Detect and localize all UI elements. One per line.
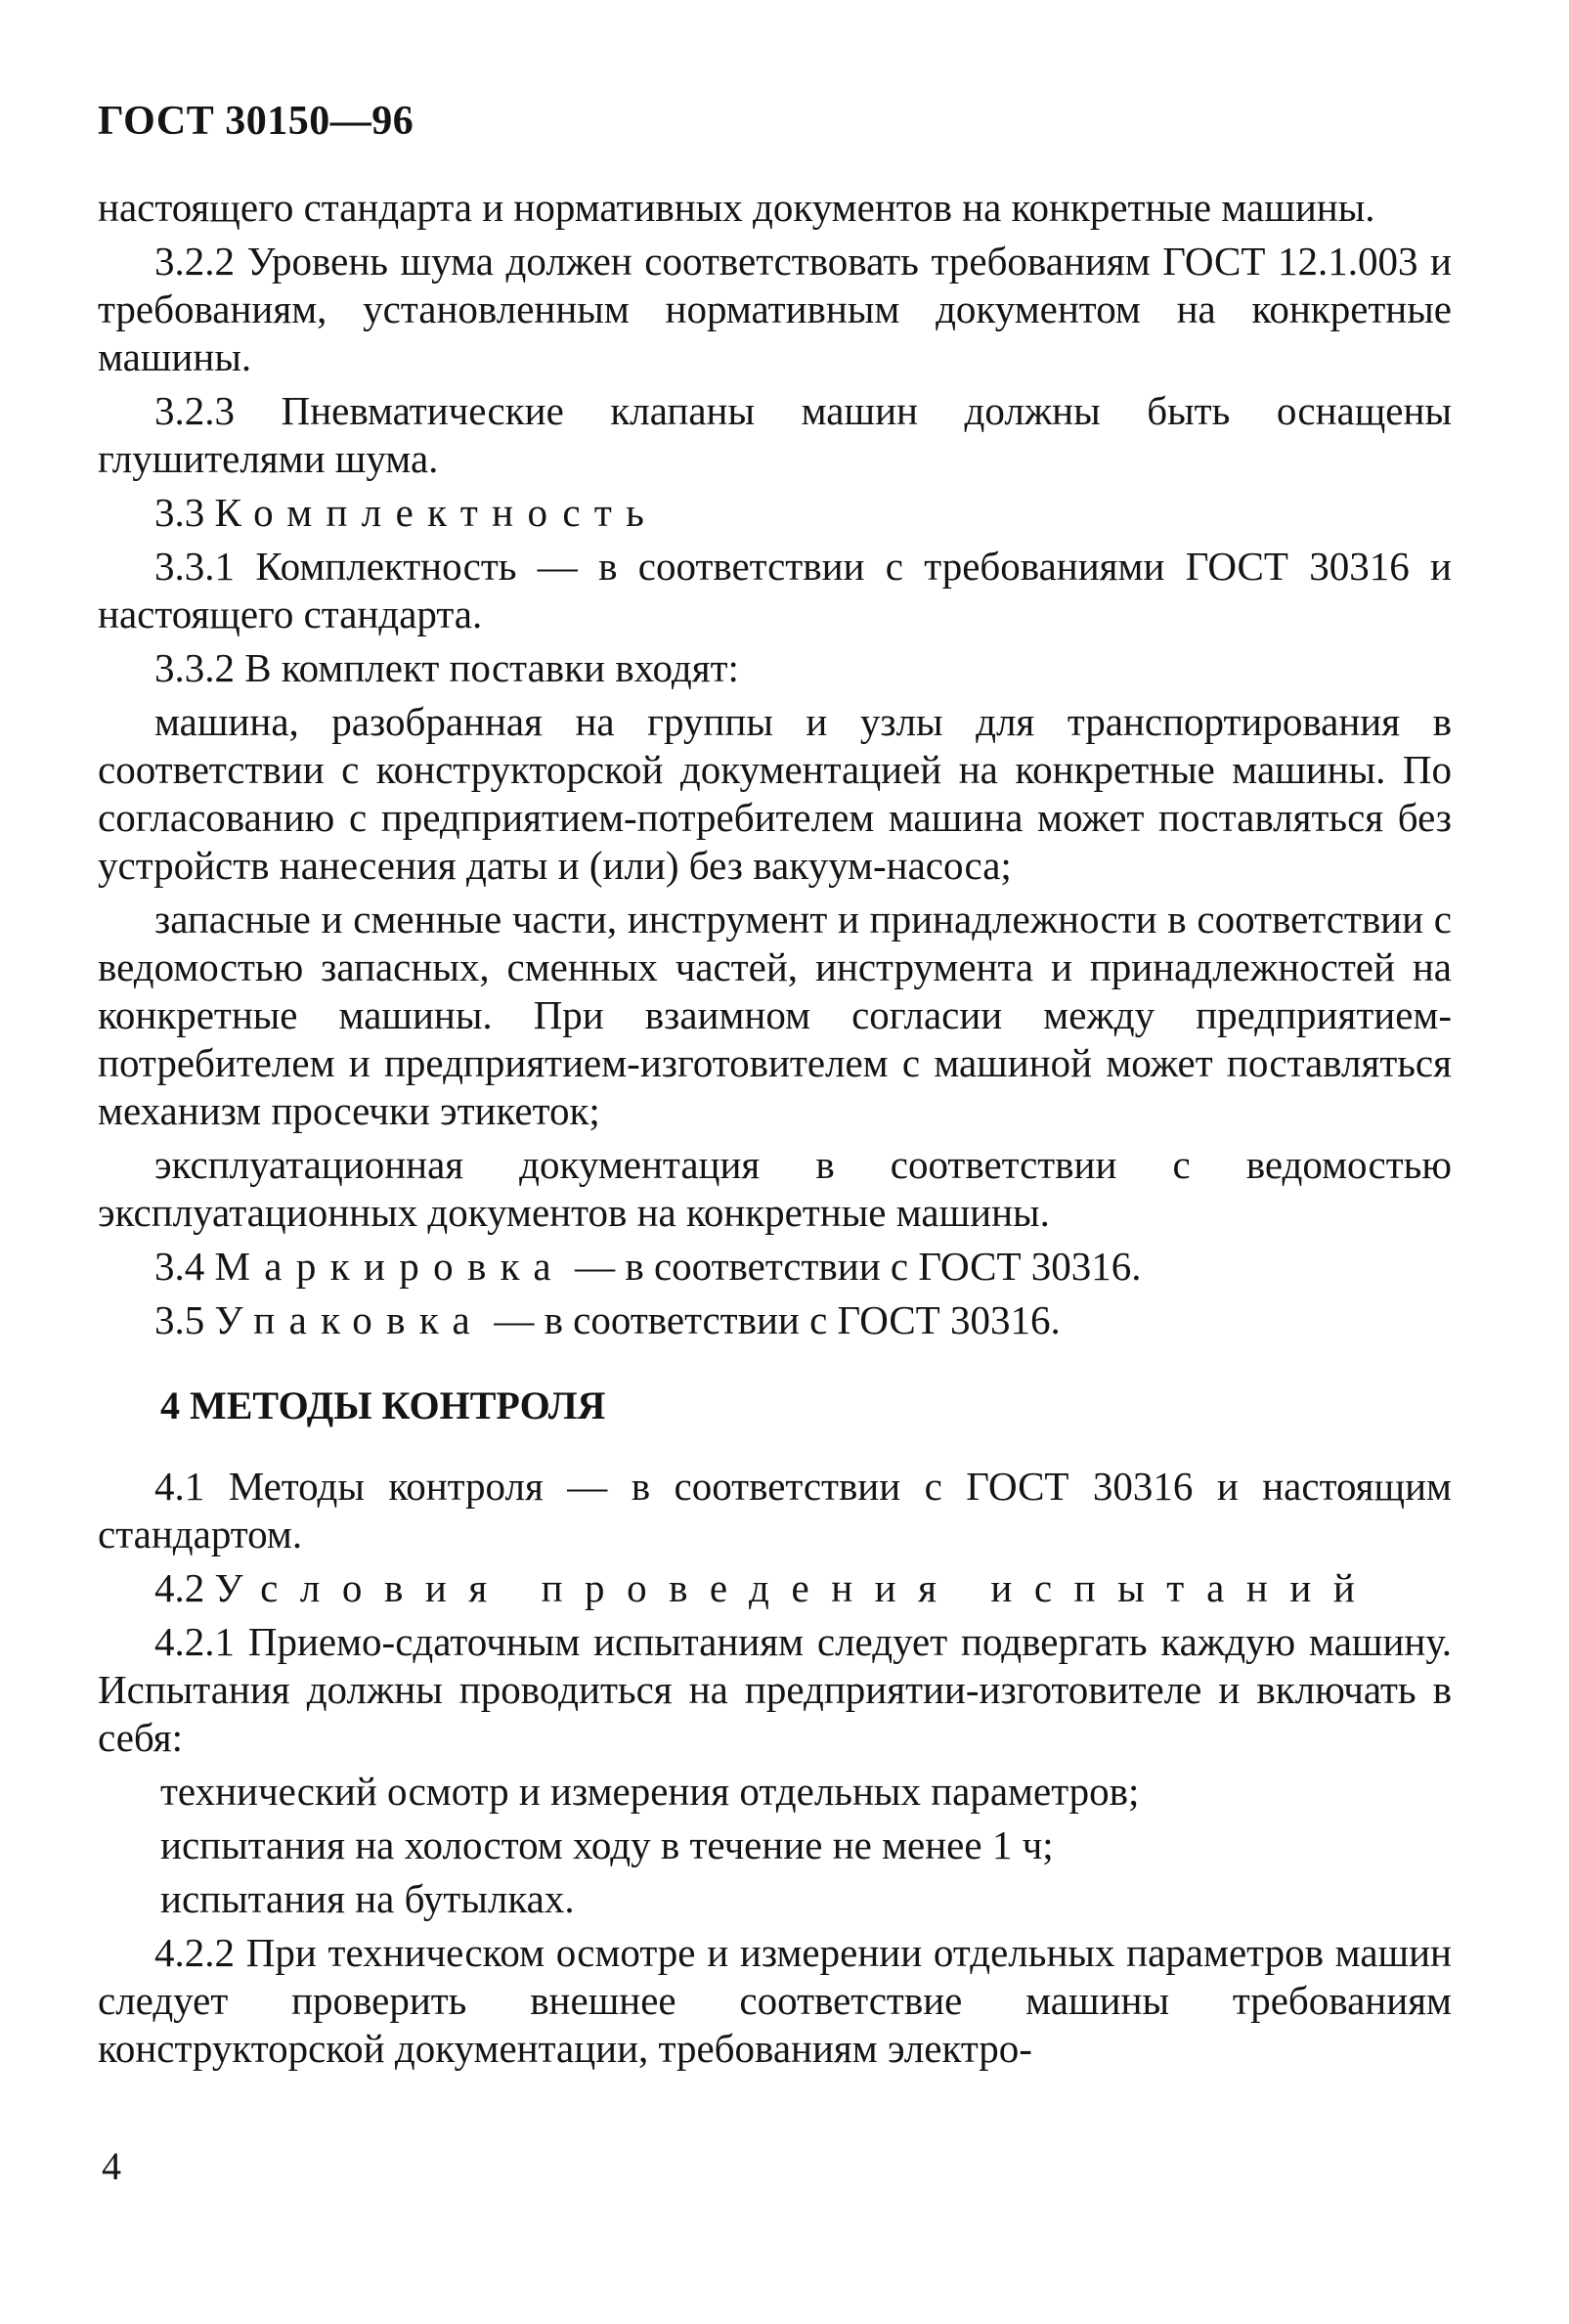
subsection-number: 3.4: [154, 1244, 215, 1289]
subsection-3-3-heading: [98, 489, 1452, 537]
paragraph-4-2-1: 4.2.1 Приемо-сдаточным испытаниям следует подвергать каждую машину. Испытания должны проводиться на предприятии-изготовителе и включать в себя:: [98, 1619, 1452, 1760]
subsection-title: Маркировка: [214, 1244, 565, 1289]
subsection-number: 3.3: [154, 490, 215, 535]
paragraph-continuation: настоящего стандарта и нормативных документов на конкретные машины.: [98, 185, 1375, 230]
subsection-title: Комплектность: [214, 490, 659, 535]
delivery-item-spare-parts: запасные и сменные части, инструмент и принадлежности в соответствии с ведомостью запасных, сменных частей, инструмента и принадлежностей на конкретные машины. При взаимном согласии между предприятием-потребителем и предприятием-изготовителем с машиной может поставляться механизм просечки этикеток;: [98, 897, 1452, 1133]
document-body: [98, 184, 1452, 2079]
paragraph-4-1: 4.1 Методы контроля — в соответствии с ГОСТ 30316 и настоящим стандартом.: [98, 1464, 1452, 1557]
subsection-text: — в соответствии с ГОСТ 30316.: [484, 1297, 1061, 1342]
subsection-number: 4.2: [154, 1565, 215, 1610]
list-item: испытания на бутылках.: [160, 1876, 575, 1921]
subsection-title: Упаковка: [214, 1297, 485, 1342]
paragraph-3-3-1: 3.3.1 Комплектность — в соответствии с требованиями ГОСТ 30316 и настоящего стандарта.: [98, 544, 1452, 636]
subsection-3-5: [98, 1296, 1452, 1344]
paragraph-3-2-3: 3.2.3 Пневматические клапаны машин должны быть оснащены глушителями шума.: [98, 388, 1452, 481]
standard-header: ГОСТ 30150—96: [98, 99, 414, 144]
paragraph-3-3-2: 3.3.2 В комплект поставки входят:: [154, 645, 739, 690]
delivery-item-machine: машина, разобранная на группы и узлы для транспортирования в соответствии с конструкторской документацией на конкретные машины. По согласованию с предприятием-потребителем машина может поставляться без устройств нанесения даты и (или) без вакуум-насоса;: [98, 699, 1452, 888]
paragraph-3-2-2: 3.2.2 Уровень шума должен соответствовать требованиям ГОСТ 12.1.003 и требованиям, установленным нормативным документом на конкретные машины.: [98, 239, 1452, 379]
subsection-4-2-heading: [98, 1564, 1452, 1612]
subsection-3-4: [98, 1243, 1452, 1291]
paragraph-4-2-2: 4.2.2 При техническом осмотре и измерении отдельных параметров машин следует проверить внешнее соответствие машины требованиям конструкторской документации, требованиям электро-: [98, 1930, 1452, 2071]
subsection-title: Условия проведения испытаний: [214, 1565, 1377, 1610]
list-item: испытания на холостом ходу в течение не менее 1 ч;: [160, 1822, 1054, 1867]
list-item: технический осмотр и измерения отдельных параметров;: [160, 1769, 1140, 1814]
subsection-text: — в соответствии с ГОСТ 30316.: [564, 1244, 1142, 1289]
delivery-item-documentation: эксплуатационная документация в соответствии с ведомостью эксплуатационных документов на конкретные машины.: [98, 1142, 1452, 1235]
subsection-number: 3.5: [154, 1297, 215, 1342]
page-number: 4: [102, 2144, 121, 2188]
section-4-heading: 4 МЕТОДЫ КОНТРОЛЯ: [160, 1383, 606, 1427]
